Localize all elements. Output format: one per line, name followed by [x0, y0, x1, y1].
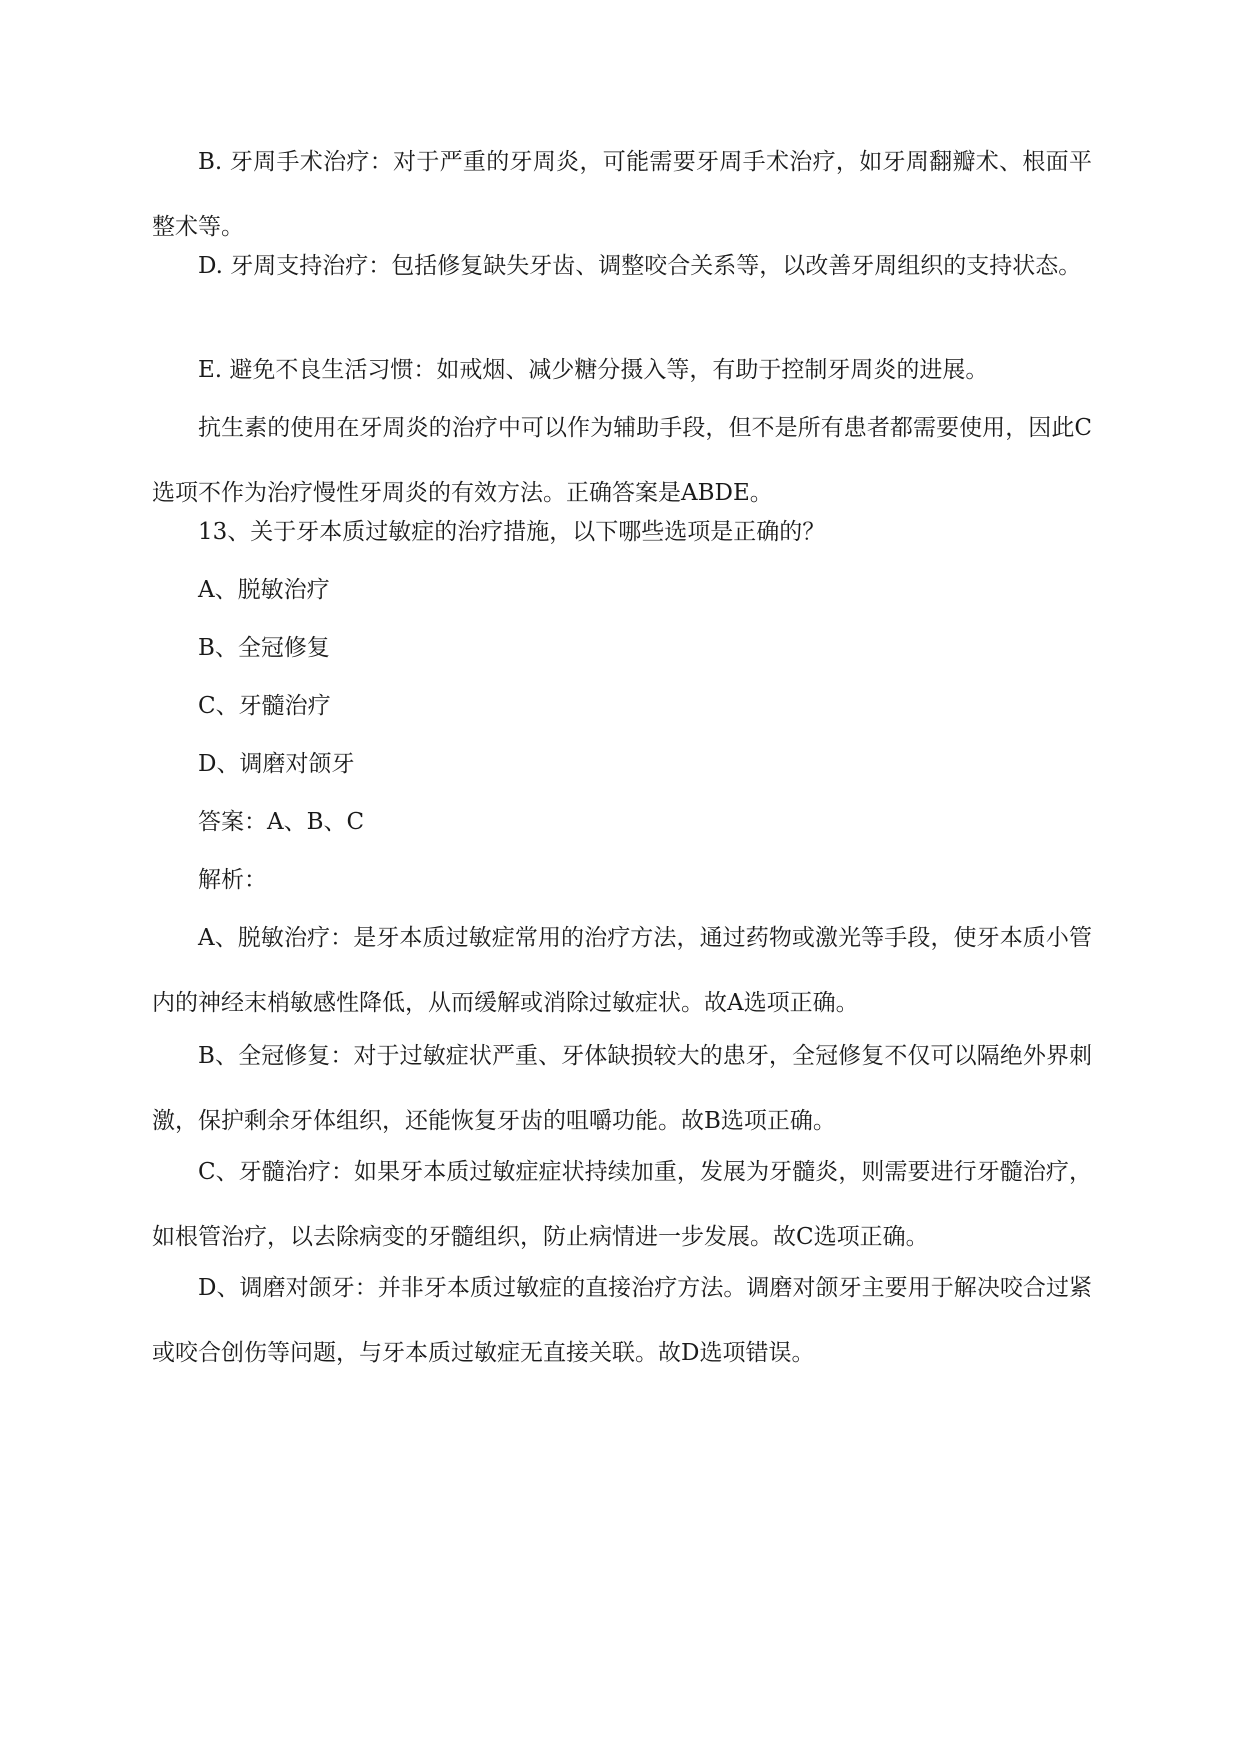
- paragraph-antibiotics-conclusion: 抗生素的使用在牙周炎的治疗中可以作为辅助手段，但不是所有患者都需要使用，因此C选项不作为治疗慢性牙周炎的有效方法。正确答案是ABDE。: [152, 415, 1092, 506]
- paragraph-periodontal-support: D. 牙周支持治疗：包括修复缺失牙齿、调整咬合关系等，以改善牙周组织的支持状态。: [198, 253, 1082, 279]
- analysis-heading: 解析：: [198, 867, 267, 893]
- option-b: B、全冠修复: [198, 635, 330, 661]
- paragraph-avoid-habits: E. 避免不良生活习惯：如戒烟、减少糖分摄入等，有助于控制牙周炎的进展。: [198, 357, 989, 383]
- option-c: C、牙髓治疗: [198, 693, 331, 719]
- paragraph-periodontal-surgery: B. 牙周手术治疗：对于严重的牙周炎，可能需要牙周手术治疗，如牙周翻瓣术、根面平整术等。: [152, 149, 1092, 240]
- analysis-option-b: B、全冠修复：对于过敏症状严重、牙体缺损较大的患牙，全冠修复不仅可以隔绝外界刺激，保护剩余牙体组织，还能恢复牙齿的咀嚼功能。故B选项正确。: [152, 1043, 1092, 1134]
- analysis-option-c: C、牙髓治疗：如果牙本质过敏症症状持续加重，发展为牙髓炎，则需要进行牙髓治疗，如根管治疗，以去除病变的牙髓组织，防止病情进一步发展。故C选项正确。: [152, 1159, 1092, 1250]
- answer-line: 答案：A、B、C: [198, 809, 365, 835]
- analysis-option-a: A、脱敏治疗：是牙本质过敏症常用的治疗方法，通过药物或激光等手段，使牙本质小管内的神经末梢敏感性降低，从而缓解或消除过敏症状。故A选项正确。: [152, 925, 1092, 1016]
- question-13: 13、关于牙本质过敏症的治疗措施，以下哪些选项是正确的？: [198, 519, 826, 545]
- option-a: A、脱敏治疗: [198, 577, 330, 603]
- option-d: D、调磨对颌牙: [198, 751, 355, 777]
- analysis-option-d: D、调磨对颌牙：并非牙本质过敏症的直接治疗方法。调磨对颌牙主要用于解决咬合过紧或咬合创伤等问题，与牙本质过敏症无直接关联。故D选项错误。: [152, 1275, 1092, 1366]
